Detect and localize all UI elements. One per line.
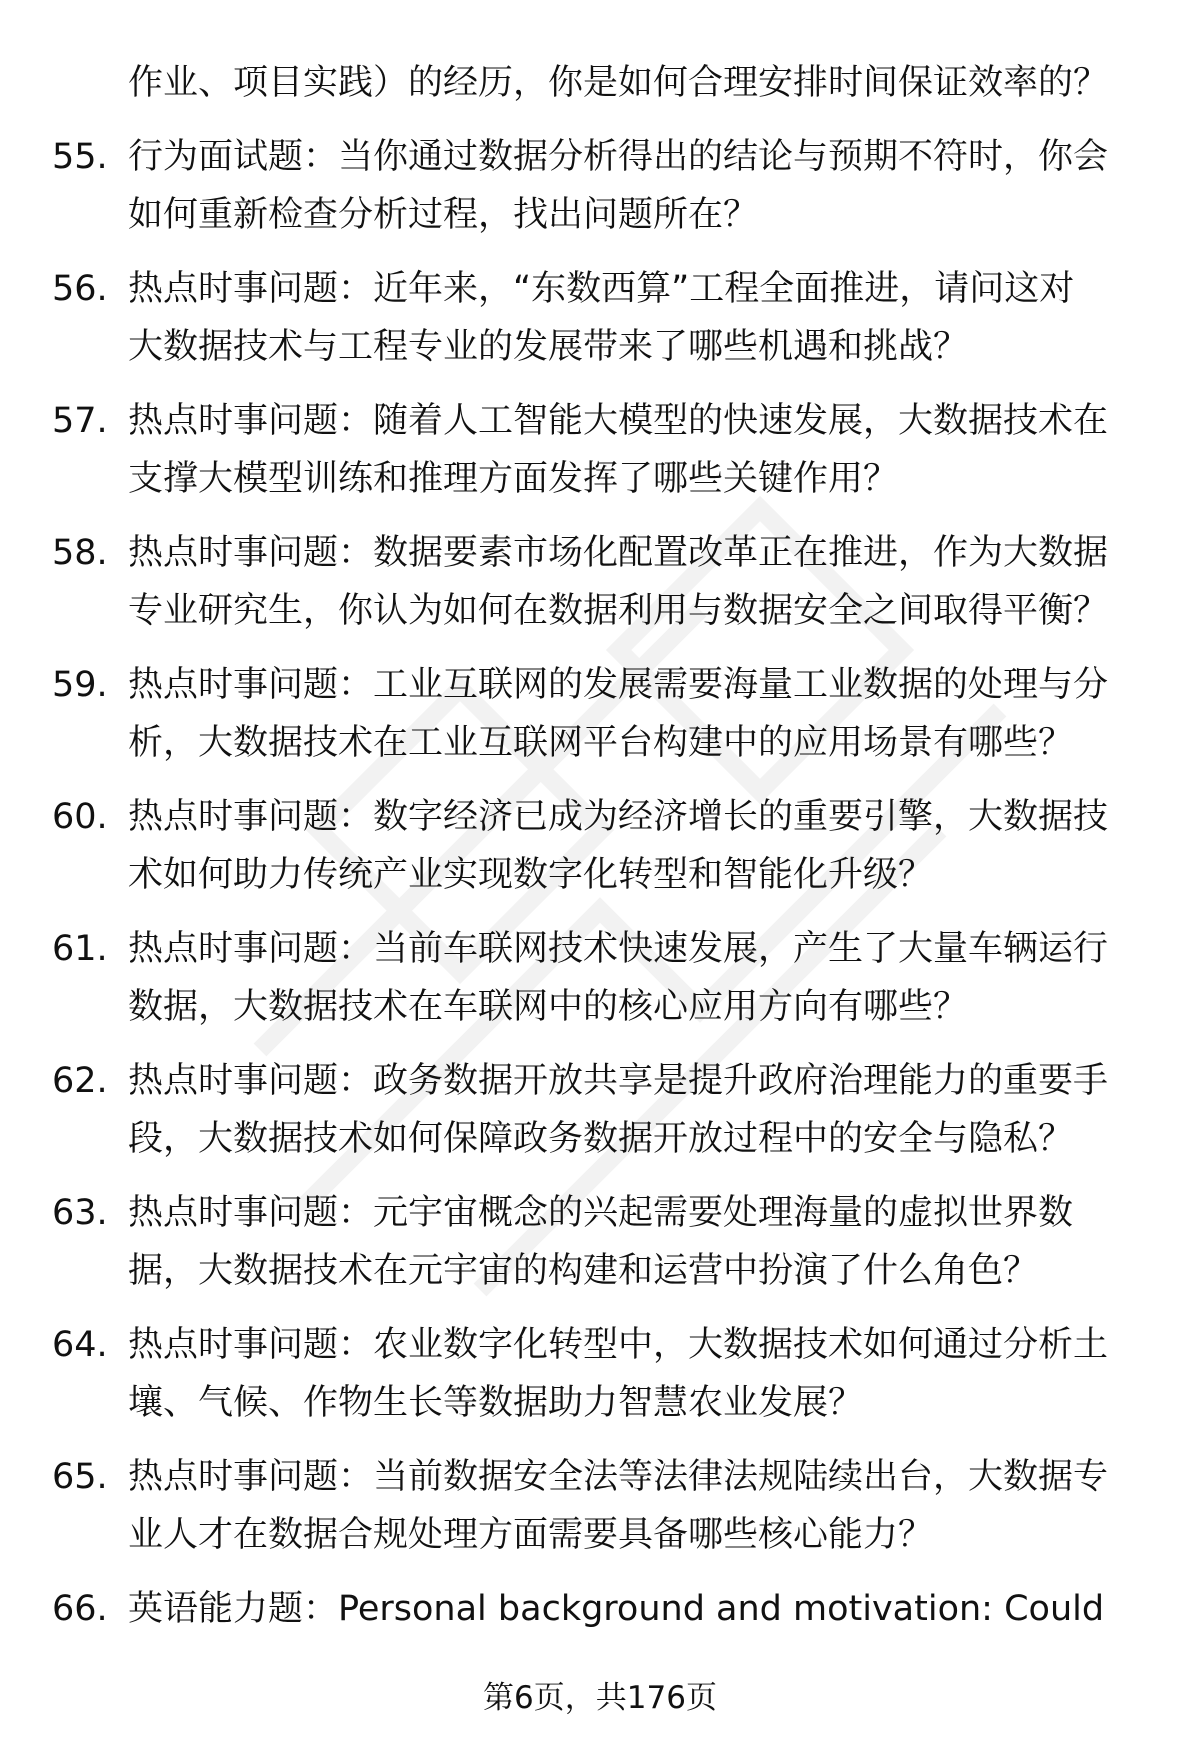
question-text-line: 壤、气候、作物生长等数据助力智慧农业发展？ [128,1383,864,1423]
question-text-line: 支撑大模型训练和推理方面发挥了哪些关键作用？ [128,459,899,499]
question-item [52,656,1142,772]
question-text-line: 热点时事问题：政务数据开放共享是提升政府治理能力的重要手 [128,1061,1109,1101]
question-number: 56. [52,269,108,309]
question-text [128,392,1128,508]
question-text-line: 英语能力题：Personal background and motivation: Could [128,1589,1105,1629]
question-item [52,1316,1142,1432]
question-item [52,524,1142,640]
question-text-line: 大数据技术与工程专业的发展带来了哪些机遇和挑战？ [128,327,969,367]
question-text-line: 热点时事问题：工业互联网的发展需要海量工业数据的处理与分 [128,665,1109,705]
question-text [128,1580,1128,1638]
question-item [52,1580,1142,1638]
question-item [52,1052,1142,1168]
question-text [128,920,1128,1036]
question-list [52,54,1142,1654]
question-item [52,1448,1142,1564]
question-text-line: 析，大数据技术在工业互联网平台构建中的应用场景有哪些？ [128,723,1074,763]
question-item [52,392,1142,508]
question-item [52,920,1142,1036]
question-text-line: 热点时事问题：当前车联网技术快速发展，产生了大量车辆运行 [128,929,1109,969]
continuation-line: 作业、项目实践）的经历，你是如何合理安排时间保证效率的？ [128,63,1109,103]
question-text [128,1448,1128,1564]
question-text [128,1184,1128,1300]
question-text-line: 数据，大数据技术在车联网中的核心应用方向有哪些？ [128,987,969,1027]
question-text-line: 热点时事问题：数字经济已成为经济增长的重要引擎，大数据技 [128,797,1109,837]
question-text [128,656,1128,772]
question-text [128,524,1128,640]
question-number: 60. [52,797,108,837]
question-text-line: 业人才在数据合规处理方面需要具备哪些核心能力？ [128,1515,934,1555]
question-text-line: 热点时事问题：当前数据安全法等法律法规陆续出台，大数据专 [128,1457,1109,1497]
question-text-line: 如何重新检查分析过程，找出问题所在？ [128,195,759,235]
question-item [52,1184,1142,1300]
page-footer: 第6页，共176页 [483,1680,717,1716]
question-number: 57. [52,401,108,441]
question-text-line: 段，大数据技术如何保障政务数据开放过程中的安全与隐私？ [128,1119,1074,1159]
question-text [128,1316,1128,1432]
question-text [128,788,1128,904]
question-number: 64. [52,1325,108,1365]
question-text [128,128,1128,244]
question-text-line: 热点时事问题：农业数字化转型中，大数据技术如何通过分析土 [128,1325,1109,1365]
question-text [128,260,1128,376]
question-item [52,788,1142,904]
question-text-line: 专业研究生，你认为如何在数据利用与数据安全之间取得平衡？ [128,591,1109,631]
question-number: 58. [52,533,108,573]
question-text-line: 热点时事问题：随着人工智能大模型的快速发展，大数据技术在 [128,401,1109,441]
question-text-line: 术如何助力传统产业实现数字化转型和智能化升级？ [128,855,934,895]
question-text-line: 热点时事问题：元宇宙概念的兴起需要处理海量的虚拟世界数 [128,1193,1074,1233]
question-text [128,1052,1128,1168]
question-number: 59. [52,665,108,705]
question-text-line: 热点时事问题：近年来，“东数西算”工程全面推进，请问这对 [128,269,1075,309]
question-number: 61. [52,929,108,969]
question-text-line: 热点时事问题：数据要素市场化配置改革正在推进，作为大数据 [128,533,1109,573]
question-item [52,260,1142,376]
question-number: 65. [52,1457,108,1497]
question-number: 63. [52,1193,108,1233]
question-item [52,128,1142,244]
question-text-line: 据，大数据技术在元宇宙的构建和运营中扮演了什么角色？ [128,1251,1039,1291]
question-number: 62. [52,1061,108,1101]
question-number: 66. [52,1589,108,1629]
question-text-line: 行为面试题：当你通过数据分析得出的结论与预期不符时，你会 [128,137,1109,177]
question-number: 55. [52,137,108,177]
